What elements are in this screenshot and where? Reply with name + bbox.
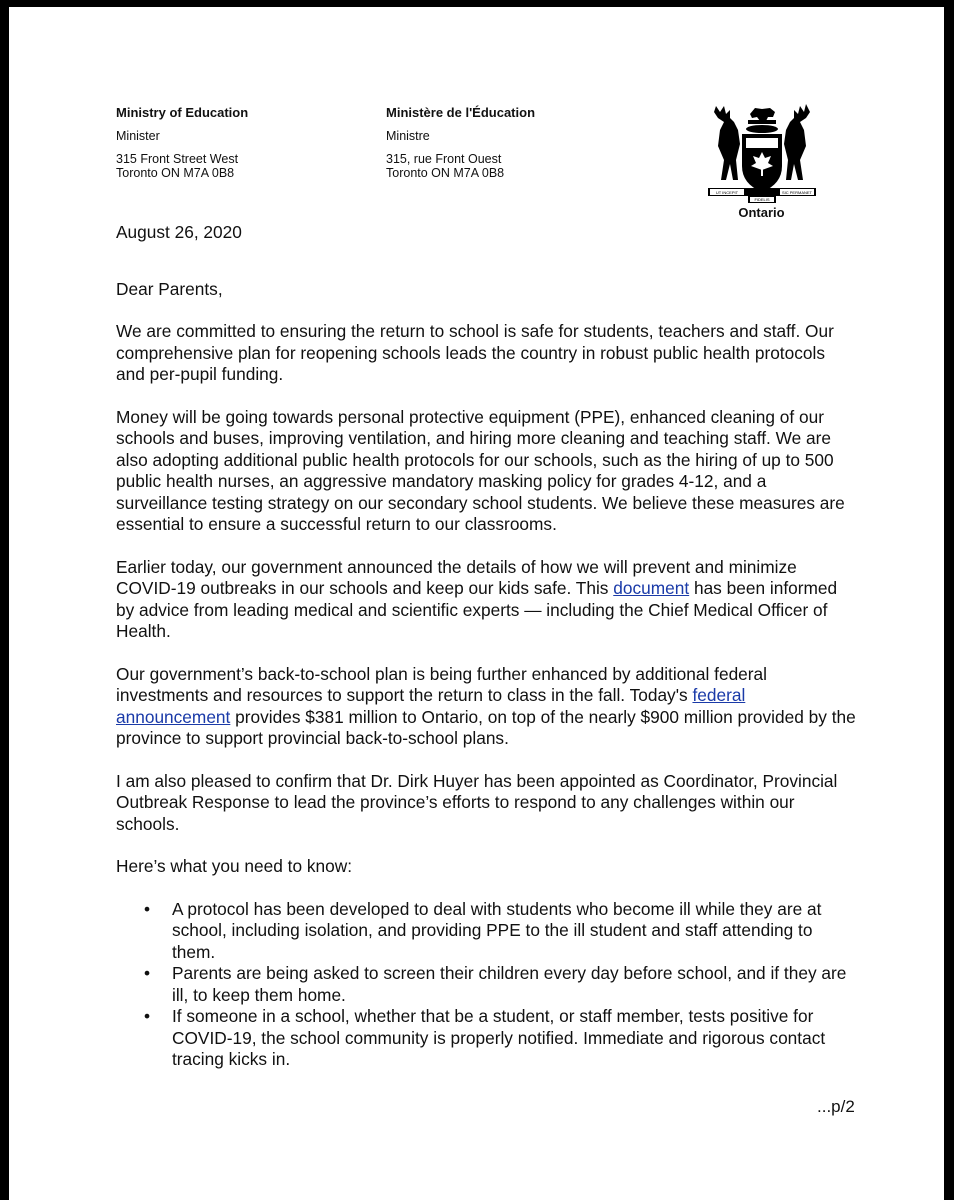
ministry-name-fr: Ministère de l'Éducation <box>386 105 536 120</box>
letter-date: August 26, 2020 <box>116 222 242 242</box>
document-link[interactable]: document <box>613 578 690 598</box>
list-item <box>116 963 856 1006</box>
list-item-text: Parents are being asked to screen their children every day before school, and if they are ill, to keep them home. <box>172 963 847 1005</box>
list-item-text: If someone in a school, whether that be a student, or staff member, tests positive for COVID-19, the school community is properly notified. Immediate and rigorous contact tracing kicks in. <box>172 1006 826 1069</box>
address-line1-fr: 315, rue Front Ouest <box>386 152 502 166</box>
address-fr <box>386 152 535 180</box>
ontario-wordmark: Ontario <box>738 205 785 220</box>
address-line1-en: 315 Front Street West <box>116 152 239 166</box>
motto-right: SIC PERMANET <box>781 190 813 195</box>
key-points-list <box>116 899 856 1071</box>
letter-page <box>9 7 944 1200</box>
letterhead-french <box>386 106 535 180</box>
motto-left: UT INCEPIT <box>715 190 739 195</box>
paragraph-5: I am also pleased to confirm that Dr. Dirk Huyer has been appointed as Coordinator, Provincial Outbreak Response to lead the province’s efforts to respond to any challenges within our schools. <box>116 770 838 834</box>
paragraph-2: Money will be going towards personal protective equipment (PPE), enhanced cleaning of our schools and buses, improving ventilation, and hiring more cleaning and teaching staff. We are also adopting additional public health protocols for our schools, such as the hiring of up to 500 public health nurses, an aggressive mandatory masking policy for grades 4-12, and a surveillance testing strategy on our secondary school students. We believe these measures are essential to ensure a successful return to our classrooms. <box>116 406 845 534</box>
screen-border-left <box>0 0 9 1200</box>
list-item <box>116 1006 856 1071</box>
federal-announcement-link[interactable]: federal announcement <box>116 685 746 727</box>
paragraph-1: We are committed to ensuring the return to school is safe for students, teachers and staff. Our comprehensive plan for reopening schools leads the country in robust public health protocols and per-pupil funding. <box>116 321 834 384</box>
list-item-text: A protocol has been developed to deal with students who become ill while they are at school, including isolation, and providing PPE to the ill student and staff attending to them. <box>172 898 822 962</box>
address-en <box>116 152 248 180</box>
list-item <box>116 899 856 964</box>
paragraph-4 <box>116 664 856 750</box>
screen-border-right <box>944 0 954 1200</box>
address-line2-fr: Toronto ON M7A 0B8 <box>386 166 505 180</box>
ministry-name-en: Ministry of Education <box>116 105 249 120</box>
motto-center: FIDELIS <box>754 197 770 202</box>
salutation: Dear Parents, <box>116 278 223 299</box>
minister-title-en: Minister <box>116 129 160 143</box>
bullet-icon: • <box>144 898 151 919</box>
letter-body <box>116 222 856 1071</box>
coat-of-arms-icon <box>700 100 823 204</box>
paragraph-4-text-b: provides $381 million to Ontario, on top of the nearly $900 million provided by the province to support provincial back-to-school plans. <box>116 706 856 748</box>
paragraph-6: Here’s what you need to know: <box>116 856 352 876</box>
paragraph-4-text-a: Our government’s back-to-school plan is being further enhanced by additional federal investments and resources to support the return to class in the fall. Today's <box>116 663 768 705</box>
minister-title-fr: Ministre <box>386 129 430 143</box>
page-continuation-marker: ...p/2 <box>817 1097 855 1116</box>
bullet-icon: • <box>144 963 151 983</box>
ontario-coat-of-arms-logo <box>700 100 823 228</box>
screen-border-top <box>0 0 954 7</box>
address-line2-en: Toronto ON M7A 0B8 <box>116 166 235 180</box>
paragraph-3-text-a: Earlier today, our government announced the details of how we will prevent and minimize COVID-19 outbreaks in our schools and keep our kids safe. This <box>116 556 797 598</box>
paragraph-3 <box>116 557 856 643</box>
letterhead-english <box>116 106 248 180</box>
paragraph-3-text-b: has been informed by advice from leading medical and scientific experts — including the Chief Medical Officer of Health. <box>116 578 838 641</box>
bullet-icon: • <box>144 1006 151 1026</box>
